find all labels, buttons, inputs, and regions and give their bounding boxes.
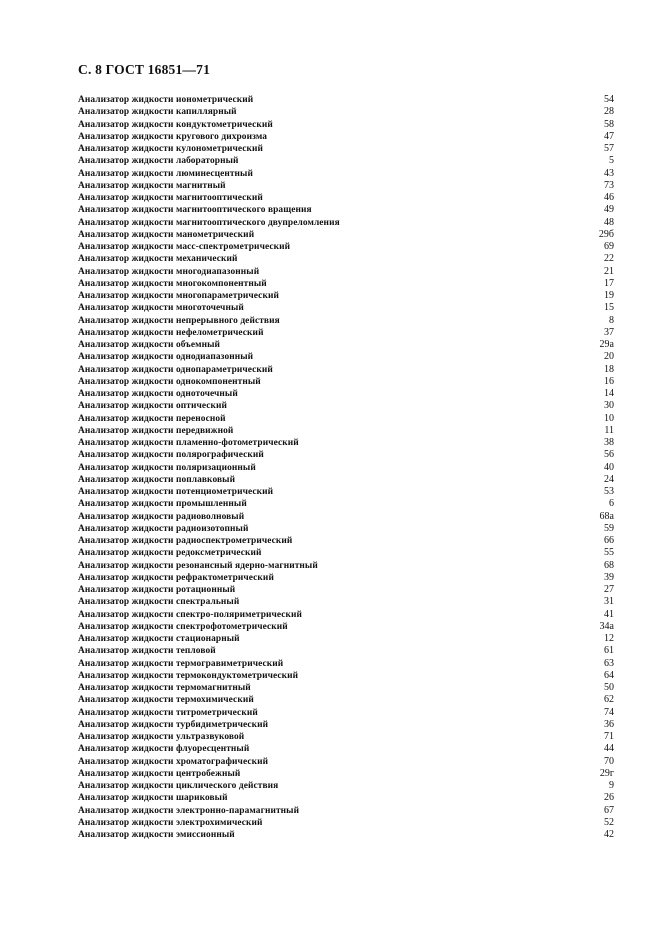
- index-entry: [78, 596, 614, 608]
- index-term: Анализатор жидкости магнитооптический: [78, 193, 263, 203]
- index-page-number: 18: [604, 363, 614, 375]
- index-term: Анализатор жидкости многодиапазонный: [78, 266, 260, 277]
- index-term: Анализатор жидкости поляризационный: [78, 462, 256, 473]
- index-entry: [78, 731, 614, 743]
- index-term: Анализатор жидкости шариковый: [78, 793, 228, 804]
- index-page-number: 39: [604, 571, 614, 583]
- index-term: Анализатор жидкости радиоизотопный: [78, 523, 249, 534]
- index-entry: [78, 229, 614, 241]
- index-page-number: 42: [604, 829, 614, 840]
- index-term: Анализатор жидкости одноточечный: [78, 389, 238, 399]
- index-page-number: 11: [604, 424, 614, 436]
- index-entry: [78, 266, 614, 278]
- index-page-number: 49: [604, 204, 614, 216]
- index-page-number: 22: [604, 253, 614, 265]
- index-page-number: 54: [604, 94, 614, 105]
- index-entry: [78, 756, 614, 768]
- index-term: Анализатор жидкости турбидиметрический: [78, 719, 269, 730]
- index-term: Анализатор жидкости манометрический: [78, 229, 255, 240]
- index-entry: [78, 413, 614, 425]
- index-entry: [78, 743, 614, 755]
- index-page-number: 64: [604, 669, 614, 681]
- index-page-number: 44: [604, 743, 614, 755]
- index-entry: [78, 584, 614, 596]
- index-term: Анализатор жидкости эмиссионный: [78, 830, 235, 840]
- index-page-number: 36: [604, 718, 614, 730]
- index-entry: [78, 670, 614, 682]
- index-term: Анализатор жидкости электрохимический: [78, 817, 263, 828]
- index-term: Анализатор жидкости ротационный: [78, 585, 236, 595]
- index-page-number: 29г: [599, 767, 614, 779]
- index-term: Анализатор жидкости масс-спектрометрический: [78, 242, 291, 252]
- index-entry: [78, 278, 614, 290]
- index-entry: [78, 547, 614, 559]
- index-term: Анализатор жидкости термохимический: [78, 695, 254, 706]
- index-page-number: 48: [604, 216, 614, 228]
- index-entry: [78, 498, 614, 510]
- index-entry: [78, 339, 614, 351]
- index-term: Анализатор жидкости термокондуктометрический: [78, 670, 299, 681]
- index-page-number: 20: [604, 351, 614, 363]
- index-entry: [78, 645, 614, 657]
- index-page-number: 19: [604, 290, 614, 301]
- index-page-number: 29б: [598, 228, 614, 240]
- index-entry: [78, 658, 614, 670]
- index-entry: [78, 694, 614, 706]
- index-term: Анализатор жидкости электронно-парамагнитный: [78, 805, 300, 816]
- index-entry: [78, 633, 614, 645]
- index-page-number: 30: [604, 400, 614, 412]
- index-entry: [78, 351, 614, 363]
- index-page-number: 21: [604, 265, 614, 277]
- index-term: Анализатор жидкости термомагнитный: [78, 683, 251, 693]
- index-term: Анализатор жидкости кругового дихроизма: [78, 131, 268, 142]
- index-entry: [78, 376, 614, 388]
- index-term: Анализатор жидкости магнитооптического вращения: [78, 205, 312, 216]
- index-entry: [78, 572, 614, 584]
- index-entry: [78, 535, 614, 547]
- index-term: Анализатор жидкости рефрактометрический: [78, 572, 274, 583]
- index-page-number: 17: [604, 277, 614, 289]
- index-entry: [78, 805, 614, 817]
- index-term: Анализатор жидкости непрерывного действия: [78, 315, 280, 326]
- index-term: Анализатор жидкости стационарный: [78, 634, 240, 644]
- index-term: Анализатор жидкости ультразвуковой: [78, 732, 245, 742]
- index-page-number: 6: [609, 498, 614, 510]
- index-entry: [78, 315, 614, 327]
- index-term: Анализатор жидкости радиоволновый: [78, 511, 245, 522]
- index-term: Анализатор жидкости магнитный: [78, 180, 226, 191]
- index-term: Анализатор жидкости однодиапазонный: [78, 352, 254, 363]
- index-term: Анализатор жидкости термогравиметрический: [78, 658, 284, 669]
- index-page-number: 73: [604, 179, 614, 191]
- index-page-number: 31: [604, 596, 614, 608]
- index-page-number: 24: [604, 473, 614, 485]
- index-entry: [78, 560, 614, 572]
- index-page-number: 71: [604, 731, 614, 742]
- index-term: Анализатор жидкости тепловой: [78, 646, 216, 657]
- index-page-number: 46: [604, 192, 614, 203]
- index-page-number: 9: [609, 780, 614, 791]
- term-index-list: [78, 94, 614, 841]
- index-page-number: 14: [604, 388, 614, 399]
- index-term: Анализатор жидкости магнитооптического двупреломления: [78, 217, 340, 228]
- index-entry: [78, 829, 614, 841]
- index-entry: [78, 94, 614, 106]
- index-page-number: 28: [604, 106, 614, 118]
- index-term: Анализатор жидкости хроматографический: [78, 756, 269, 767]
- index-term: Анализатор жидкости лабораторный: [78, 156, 239, 167]
- index-page-number: 41: [604, 608, 614, 620]
- index-term: Анализатор жидкости оптический: [78, 401, 227, 412]
- index-term: Анализатор жидкости многокомпонентный: [78, 278, 267, 289]
- index-page-number: 12: [604, 633, 614, 644]
- index-term: Анализатор жидкости передвижной: [78, 425, 234, 436]
- index-entry: [78, 364, 614, 376]
- index-term: Анализатор жидкости спектральный: [78, 597, 240, 608]
- index-page-number: 56: [604, 449, 614, 461]
- index-page-number: 74: [604, 706, 614, 718]
- index-page-number: 43: [604, 167, 614, 179]
- index-entry: [78, 523, 614, 535]
- index-entry: [78, 817, 614, 829]
- index-page-number: 8: [609, 314, 614, 326]
- index-term: Анализатор жидкости кулонометрический: [78, 144, 264, 154]
- index-term: Анализатор жидкости нефелометрический: [78, 327, 264, 338]
- index-term: Анализатор жидкости переносной: [78, 413, 226, 424]
- index-page-number: 62: [604, 694, 614, 706]
- index-term: Анализатор жидкости флуоресцентный: [78, 744, 250, 755]
- index-entry: [78, 131, 614, 143]
- index-term: Анализатор жидкости полярографический: [78, 450, 264, 461]
- index-entry: [78, 302, 614, 314]
- index-term: Анализатор жидкости радиоспектрометрический: [78, 536, 293, 546]
- index-page-number: 10: [604, 412, 614, 424]
- index-term: Анализатор жидкости центробежный: [78, 768, 241, 779]
- index-entry: [78, 290, 614, 302]
- index-entry: [78, 511, 614, 523]
- index-page-number: 55: [604, 547, 614, 559]
- index-term: Анализатор жидкости редоксметрический: [78, 548, 262, 559]
- index-entry: [78, 241, 614, 253]
- index-page-number: 70: [604, 755, 614, 767]
- index-page-number: 69: [604, 241, 614, 252]
- index-term: Анализатор жидкости титрометрический: [78, 707, 258, 718]
- index-term: Анализатор жидкости поплавковый: [78, 474, 236, 485]
- index-page-number: 5: [609, 155, 614, 167]
- index-entry: [78, 388, 614, 400]
- index-term: Анализатор жидкости резонансный ядерно-магнитный: [78, 560, 318, 571]
- index-entry: [78, 707, 614, 719]
- index-entry: [78, 192, 614, 204]
- index-term: Анализатор жидкости люминесцентный: [78, 168, 253, 179]
- index-page-number: 66: [604, 535, 614, 546]
- index-page-number: 29а: [599, 339, 614, 350]
- index-page-number: 16: [604, 375, 614, 387]
- index-page-number: 38: [604, 437, 614, 448]
- index-term: Анализатор жидкости ионометрический: [78, 95, 254, 105]
- index-entry: [78, 155, 614, 167]
- index-entry: [78, 621, 614, 633]
- index-term: Анализатор жидкости потенциометрический: [78, 487, 274, 497]
- index-term: Анализатор жидкости циклического действия: [78, 781, 279, 791]
- index-page-number: 63: [604, 657, 614, 669]
- index-page-number: 52: [604, 816, 614, 828]
- index-entry: [78, 486, 614, 498]
- index-term: Анализатор жидкости однокомпонентный: [78, 376, 261, 387]
- index-term: Анализатор жидкости пламенно-фотометрический: [78, 438, 299, 448]
- index-entry: [78, 253, 614, 265]
- index-entry: [78, 780, 614, 792]
- index-page-number: 57: [604, 143, 614, 154]
- index-page-number: 68: [604, 559, 614, 571]
- index-page-number: 67: [604, 804, 614, 816]
- index-term: Анализатор жидкости промышленный: [78, 499, 247, 510]
- index-term: Анализатор жидкости капиллярный: [78, 107, 237, 118]
- index-page-number: 58: [604, 118, 614, 130]
- index-page-number: 59: [604, 522, 614, 534]
- index-term: Анализатор жидкости многопараметрический: [78, 291, 279, 301]
- index-page-number: 68а: [599, 510, 614, 522]
- index-entry: [78, 462, 614, 474]
- page-title: С. 8 ГОСТ 16851—71: [78, 62, 211, 77]
- index-entry: [78, 425, 614, 437]
- index-entry: [78, 180, 614, 192]
- index-page-number: 15: [604, 302, 614, 314]
- index-entry: [78, 768, 614, 780]
- index-entry: [78, 217, 614, 229]
- index-term: Анализатор жидкости спектрофотометрический: [78, 621, 288, 632]
- index-entry: [78, 143, 614, 155]
- index-term: Анализатор жидкости спектро-поляриметрический: [78, 609, 303, 620]
- index-page-number: 47: [604, 130, 614, 142]
- index-term: Анализатор жидкости механический: [78, 254, 238, 265]
- index-entry: [78, 682, 614, 694]
- index-page-number: 50: [604, 682, 614, 693]
- index-term: Анализатор жидкости многоточечный: [78, 303, 244, 314]
- index-entry: [78, 106, 614, 118]
- index-entry: [78, 204, 614, 216]
- index-entry: [78, 449, 614, 461]
- index-entry: [78, 168, 614, 180]
- index-term: Анализатор жидкости объемный: [78, 340, 221, 350]
- index-entry: [78, 719, 614, 731]
- index-page-number: 40: [604, 461, 614, 473]
- index-term: Анализатор жидкости кондуктометрический: [78, 119, 273, 130]
- index-entry: [78, 792, 614, 804]
- index-entry: [78, 327, 614, 339]
- index-entry: [78, 400, 614, 412]
- index-page-number: 37: [604, 326, 614, 338]
- index-entry: [78, 609, 614, 621]
- index-page-number: 34а: [599, 620, 614, 632]
- index-page-number: 27: [604, 584, 614, 595]
- index-page-number: 53: [604, 486, 614, 497]
- index-entry: [78, 474, 614, 486]
- index-entry: [78, 437, 614, 449]
- index-page-number: 61: [604, 645, 614, 657]
- index-entry: [78, 119, 614, 131]
- index-term: Анализатор жидкости однопараметрический: [78, 364, 273, 375]
- index-page-number: 26: [604, 792, 614, 804]
